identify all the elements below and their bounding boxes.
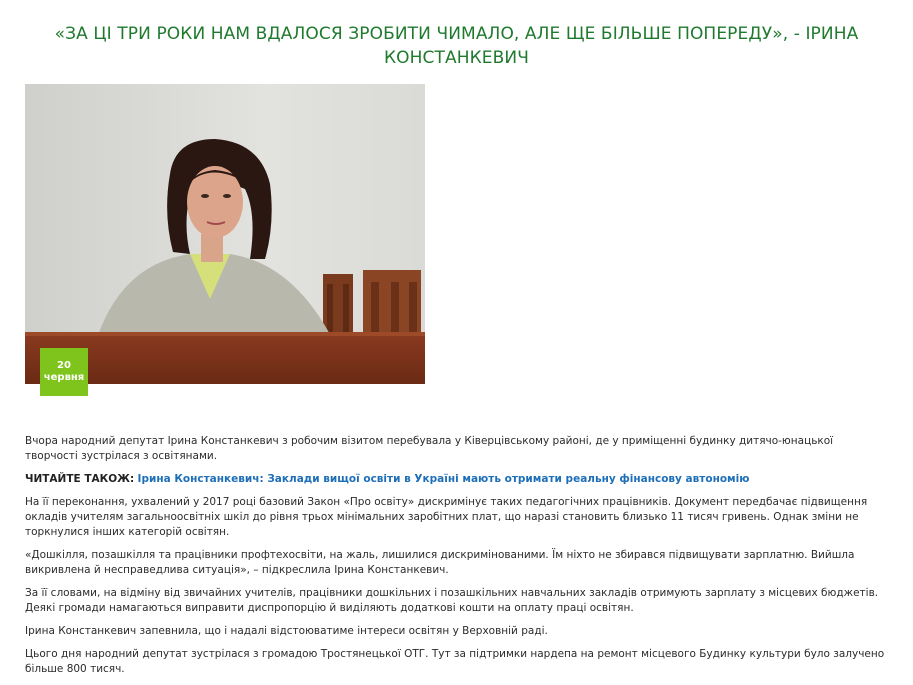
date-day: 20: [57, 360, 71, 371]
article-title: «ЗА ЦІ ТРИ РОКИ НАМ ВДАЛОСЯ ЗРОБИТИ ЧИМАЛО, АЛЕ ЩЕ БІЛЬШЕ ПОПЕРЕДУ», - ІРИНА КОНСТАНКЕВИЧ: [54, 24, 859, 68]
read-also: [25, 472, 885, 487]
paragraph-budgets: За її словами, на відміну від звичайних учителів, працівники дошкільних і позашкільних навчальних закладів отримують зарплату з місцевих бюджетів. Деякі громади намагаються виправити диспропорцію й виділяють додаткові кошти на оплату праці освітян.: [25, 587, 879, 614]
date-month: червня: [43, 372, 85, 383]
paragraph-law: На її переконання, ухвалений у 2017 році базовий Закон «Про освіту» дискримінує таких педагогічних працівників. Документ передбачає підвищення окладів учителям загальноосвітніх шкіл до рівня трьох мінімальних заробітних плат, що наразі становить близько 11 тисяч гривень. Однак зміни не торкнулися інших категорій освітян.: [25, 496, 868, 538]
paragraph-promise: Ірина Констанкевич запевнила, що і надалі відстоюватиме інтереси освітян у Верховній раді.: [25, 625, 548, 637]
paragraph-otg: Цього дня народний депутат зустрілася з громадою Тростянецької ОТГ. Тут за підтримки нардепа на ремонт місцевого Будинку культури було залучено більше 800 тисяч.: [25, 648, 885, 675]
read-also-link[interactable]: Ірина Констанкевич: Заклади вищої освіти в Україні мають отримати реальну фінансову автономію: [137, 473, 750, 485]
paragraph-intro: Вчора народний депутат Ірина Констанкевич з робочим візитом перебувала у Ківерцівському районі, де у приміщенні будинку дитячо-юнацької творчості зустрілася з освітянами.: [25, 435, 834, 462]
article-photo[interactable]: [25, 84, 425, 384]
date-badge: [40, 348, 88, 396]
portrait-photo-icon: [25, 84, 425, 384]
paragraph-quote: «Дошкілля, позашкілля та працівники профтехосвіти, на жаль, лишилися дискримінованими. Їм ніхто не збирався підвищувати зарплатню. Вийшла викривлена й несправедлива ситуація», – підкреслила Ірина Констанкевич.: [25, 549, 855, 576]
article-body: [25, 434, 885, 685]
read-also-label: ЧИТАЙТЕ ТАКОЖ:: [25, 473, 135, 485]
